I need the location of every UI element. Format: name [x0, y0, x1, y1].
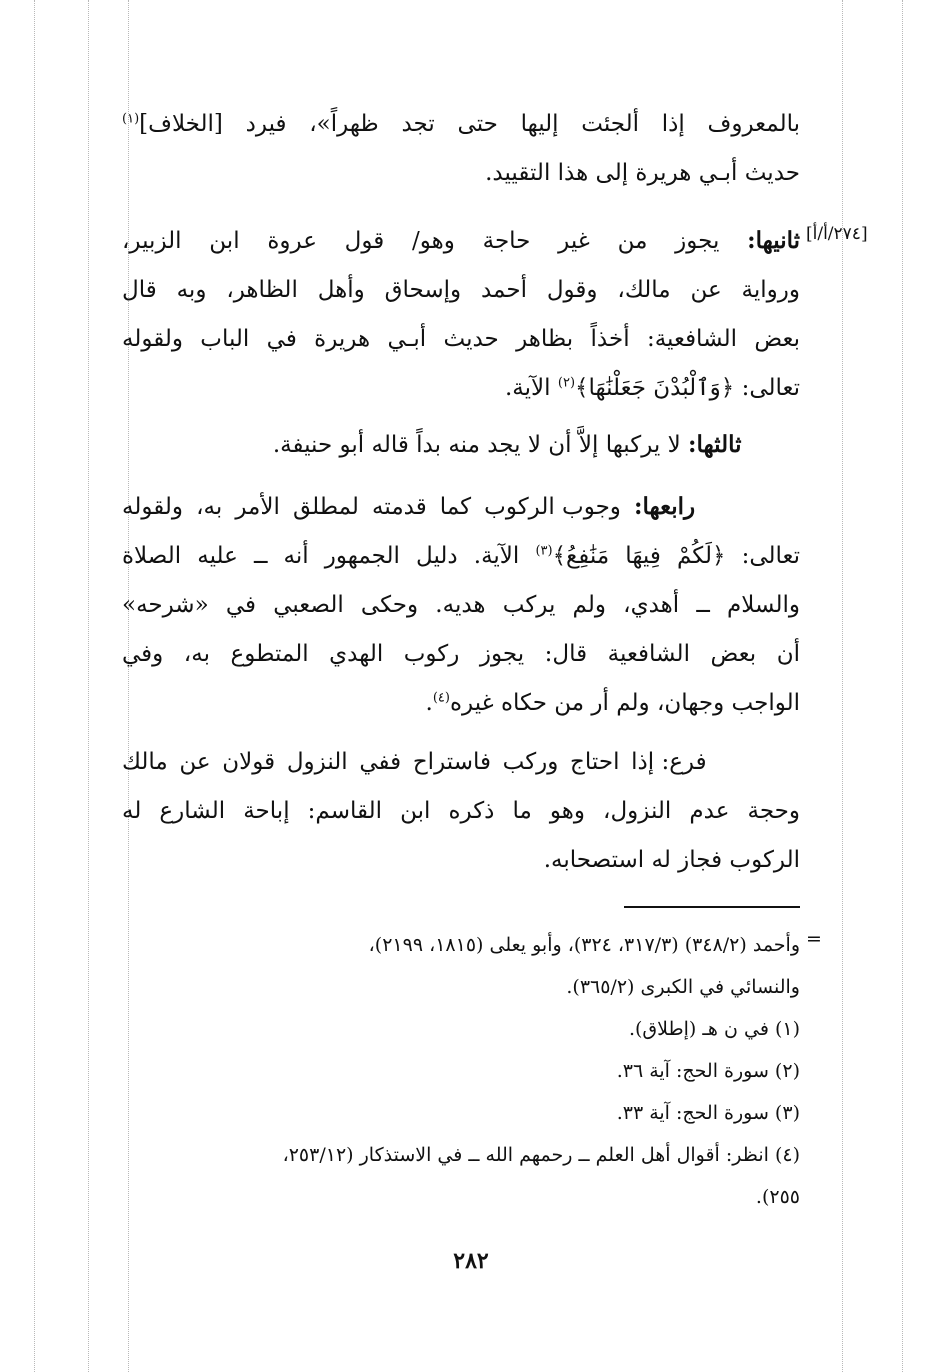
- margin-manuscript-reference: [٢٧٤/أ/أ]: [806, 224, 868, 244]
- footnotes: [122, 924, 800, 1218]
- scan-guide-line: [902, 0, 903, 1372]
- footnote-3: (٣) سورة الحج: آية ٣٣.: [616, 1102, 800, 1124]
- text-line: حديث أبـي هريرة إلى هذا التقييد.: [485, 160, 800, 186]
- text-line: تعالى: ﴿وَٱلْبُدْنَ جَعَلْنَٰهَا﴾$^{(٢)}$ الآية.: [505, 375, 800, 401]
- footnote-4-continuation: ٢٥٥).: [755, 1186, 800, 1208]
- text-line: بالمعروف إذا ألجئت إليها حتى تجد ظهراً»، فيرد [الخلاف]$^{(١)}$: [122, 111, 800, 137]
- footnote-continuation-mark: =: [806, 928, 822, 950]
- footnote-ref: (٣): [535, 543, 553, 559]
- text-line: أن بعض الشافعية قال: يجوز ركوب الهدي المتطوع به، وفي: [122, 641, 800, 667]
- paragraph-1: [122, 100, 800, 198]
- text-line: الركوب فجاز له استصحابه.: [543, 847, 800, 873]
- footnote-1: (١) في ن هـ (إطلاق).: [628, 1018, 800, 1040]
- footnote-ref: (١): [122, 111, 140, 127]
- footnote-continuation-line: والنسائي في الكبرى (٣٦٥/٢).: [566, 976, 800, 998]
- paragraph-3: [122, 420, 800, 470]
- text-line: والسلام ــ أهدي، ولم يركب هديه. وحكى الصعبي في «شرحه»: [122, 592, 800, 618]
- paragraph-5: [122, 738, 800, 885]
- footnote-2: (٢) سورة الحج: آية ٣٦.: [616, 1060, 800, 1082]
- page-number: ٢٨٢: [453, 1248, 489, 1274]
- footnote-continuation-line: وأحمد (٣٤٨/٢) (٣١٧/٣، ٣٢٤)، وأبو يعلى (١٨١٥، ٢١٩٩)،: [368, 934, 800, 956]
- footnote-ref: (٢): [557, 375, 576, 391]
- paragraph-label: ثالثها:: [688, 431, 742, 458]
- text-line: ثانيها: يجوز من غير حاجة وهو/ قول عروة ابن الزبير،: [122, 227, 801, 254]
- scan-guide-line: [842, 0, 843, 1372]
- text-line: الواجب وجهان، ولم أر من حكاه غيره$^{(٤)}$.: [425, 690, 800, 716]
- footnote-ref: (٤): [432, 690, 450, 706]
- text-line: ثالثها: لا يركبها إلاَّ أن لا يجد منه بداً قاله أبو حنيفة.: [272, 431, 742, 458]
- paragraph-4: [122, 482, 800, 728]
- text-line: رابعها: وجوب الركوب كما قدمته لمطلق الأمر به، ولقوله: [122, 493, 696, 520]
- scan-guide-line: [88, 0, 89, 1372]
- text-line: تعالى: ﴿لَكُمْ فِيهَا مَنَٰفِعُ﴾$^{(٣)}$ الآية. دليل الجمهور أنه ــ عليه الصلاة: [122, 543, 801, 569]
- paragraph-2: [122, 216, 800, 413]
- scan-guide-line: [34, 0, 35, 1372]
- text-line: بعض الشافعية: أخذاً بظاهر حديث أبـي هريرة في الباب ولقوله: [122, 326, 800, 352]
- text-line: وحجة عدم النزول، وهو ما ذكره ابن القاسم: إباحة الشارع له: [122, 798, 800, 824]
- footnote-4: (٤) انظر: أقوال أهل العلم ــ رحمهم الله ــ في الاستذكار (٢٥٣/١٢،: [282, 1144, 800, 1166]
- paragraph-label: ثانيها:: [747, 227, 801, 254]
- text-line: ورواية عن مالك، وقول أحمد وإسحاق وأهل الظاهر، وبه قال: [122, 277, 800, 303]
- paragraph-label: رابعها:: [634, 493, 696, 520]
- text-line: فرع: إذا احتاج وركب فاستراح ففي النزول قولان عن مالك: [122, 749, 707, 775]
- footnote-separator: [624, 906, 800, 908]
